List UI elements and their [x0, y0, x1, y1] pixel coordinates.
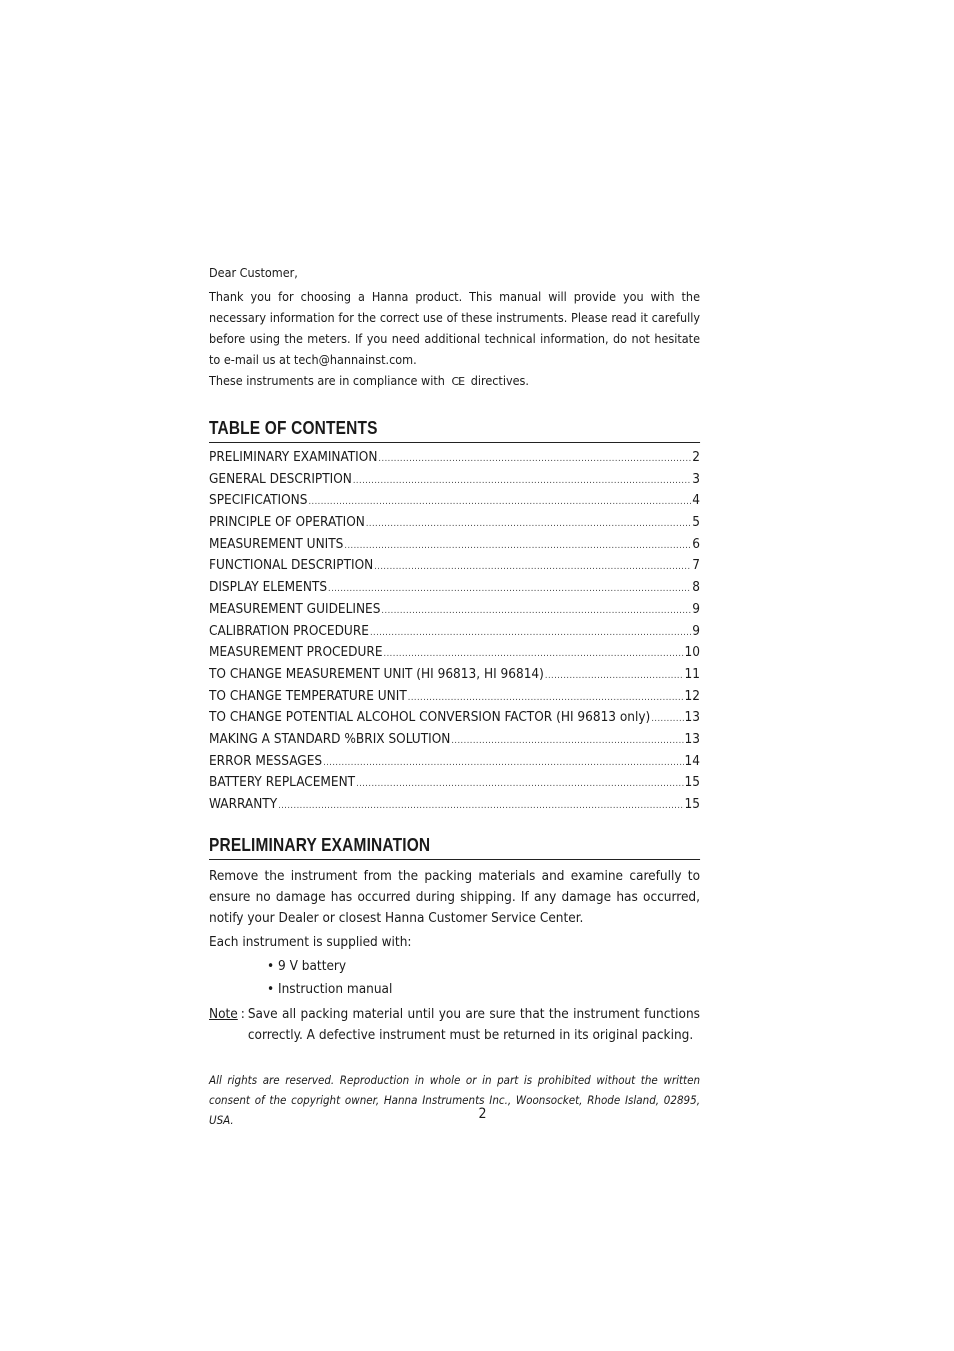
toc-entry-label: ERROR MESSAGES: [209, 752, 323, 769]
toc-entry-label: WARRANTY: [209, 796, 278, 812]
toc-entry: [209, 644, 700, 666]
preliminary-title: PRELIMINARY EXAMINATION: [209, 835, 700, 860]
toc-leader-dots: [356, 779, 683, 789]
intro-section: [209, 262, 700, 392]
toc-entry-page: 11: [684, 665, 700, 682]
toc-title: TABLE OF CONTENTS: [209, 418, 700, 443]
compliance-line: [209, 370, 700, 392]
toc-entry-label: DISPLAY ELEMENTS: [209, 579, 328, 596]
toc-entry: [209, 471, 700, 493]
toc-leader-dots: [651, 714, 683, 724]
toc-leader-dots: [323, 758, 683, 768]
toc-entry: [209, 753, 700, 775]
toc-entry: [209, 449, 700, 471]
toc-entry-page: 4: [692, 492, 700, 509]
toc-leader-dots: [451, 736, 683, 746]
toc-leader-dots: [381, 606, 691, 616]
toc-entry-label: BATTERY REPLACEMENT: [209, 774, 356, 791]
toc-entry-page: 2: [692, 449, 700, 465]
toc-entry-label: PRINCIPLE OF OPERATION: [209, 514, 365, 531]
toc-entry-label: TO CHANGE TEMPERATURE UNIT: [209, 687, 407, 704]
toc-entry-page: 14: [684, 752, 700, 769]
toc-leader-dots: [545, 671, 684, 681]
supplied-item: • 9 V battery: [267, 955, 700, 979]
preliminary-paragraph: Remove the instrument from the packing materials and examine carefully to ensure no damage has occurred during shipping. If any damage has occurred, notify your Dealer or closest Hanna Customer Service Center.: [209, 867, 700, 926]
toc-entry: [209, 731, 700, 753]
toc-entry: [209, 709, 700, 731]
toc-entry-page: 7: [692, 557, 700, 574]
toc-leader-dots: [374, 562, 691, 572]
toc-leader-dots: [408, 693, 684, 703]
toc-leader-dots: [278, 801, 683, 811]
toc-leader-dots: [344, 541, 691, 551]
toc-leader-dots: [370, 628, 691, 638]
supplied-item: • Instruction manual: [267, 978, 700, 1002]
toc-entry: [209, 601, 700, 623]
toc-leader-dots: [328, 584, 691, 594]
toc-entry-page: 6: [692, 535, 700, 552]
rights-notice: All rights are reserved. Reproduction in whole or in part is prohibited without the written consent of the copyright owner, Hanna Instruments Inc., Woonsocket, Rhode Island, 02895, USA.: [209, 1072, 700, 1127]
toc-list: [209, 449, 700, 818]
toc-entry-page: 15: [684, 774, 700, 791]
supplied-intro: Each instrument is supplied with:: [209, 933, 412, 950]
toc-entry: [209, 536, 700, 558]
compliance-text-after: directives.: [470, 373, 529, 388]
toc-entry-label: SPECIFICATIONS: [209, 492, 308, 509]
toc-entry-label: MEASUREMENT PROCEDURE: [209, 644, 383, 661]
page-number: 2: [478, 1106, 487, 1122]
toc-entry: [209, 492, 700, 514]
greeting: Dear Customer,: [209, 265, 298, 280]
toc-leader-dots: [366, 519, 691, 529]
toc-leader-dots: [378, 454, 691, 464]
toc-entry: [209, 623, 700, 645]
toc-entry-page: 9: [692, 600, 700, 617]
note-text: Save all packing material until you are sure that the instrument functions correctly. A defective instrument must be returned in its original packing.: [247, 1005, 700, 1043]
intro-paragraph: Thank you for choosing a Hanna product. This manual will provide you with the necessary information for the correct use of these instruments. Please read it carefully before using the meters. If you need additional technical information, do not hesitate to e-mail us at tech@hannainst.com.: [209, 289, 700, 367]
toc-entry: [209, 557, 700, 579]
toc-entry-label: TO CHANGE MEASUREMENT UNIT (HI 96813, HI 96814): [209, 665, 544, 682]
toc-entry: [209, 796, 700, 818]
supplied-list: [267, 955, 700, 1002]
toc-entry: [209, 666, 700, 688]
toc-entry-page: 13: [684, 709, 700, 726]
ce-mark-icon: CE: [451, 375, 465, 388]
toc-leader-dots: [353, 476, 691, 486]
toc-entry-page: 8: [692, 579, 700, 596]
compliance-text-before: These instruments are in compliance with: [209, 373, 445, 388]
note-label: Note: [209, 1005, 238, 1022]
toc-entry-label: TO CHANGE POTENTIAL ALCOHOL CONVERSION FACTOR (HI 96813 only): [209, 709, 651, 726]
note-block: [209, 1004, 700, 1046]
toc-entry-page: 12: [684, 687, 700, 704]
note-colon: :: [240, 1005, 245, 1022]
toc-entry-page: 9: [692, 622, 700, 639]
toc-entry-label: GENERAL DESCRIPTION: [209, 470, 352, 487]
toc-entry-label: MEASUREMENT UNITS: [209, 535, 344, 552]
page-content: [209, 262, 700, 1130]
toc-entry-page: 10: [684, 644, 700, 661]
toc-entry-page: 3: [692, 470, 700, 487]
toc-entry-page: 15: [684, 796, 700, 812]
toc-entry: [209, 514, 700, 536]
toc-entry-label: CALIBRATION PROCEDURE: [209, 622, 369, 639]
toc-entry: [209, 688, 700, 710]
toc-entry: [209, 774, 700, 796]
toc-entry: [209, 579, 700, 601]
toc-entry-page: 13: [684, 730, 700, 747]
toc-entry-label: PRELIMINARY EXAMINATION: [209, 449, 378, 465]
toc-entry-label: MEASUREMENT GUIDELINES: [209, 600, 381, 617]
toc-leader-dots: [384, 649, 684, 659]
toc-leader-dots: [308, 497, 691, 507]
toc-entry-page: 5: [692, 514, 700, 531]
toc-entry-label: FUNCTIONAL DESCRIPTION: [209, 557, 374, 574]
toc-entry-label: MAKING A STANDARD %BRIX SOLUTION: [209, 730, 451, 747]
